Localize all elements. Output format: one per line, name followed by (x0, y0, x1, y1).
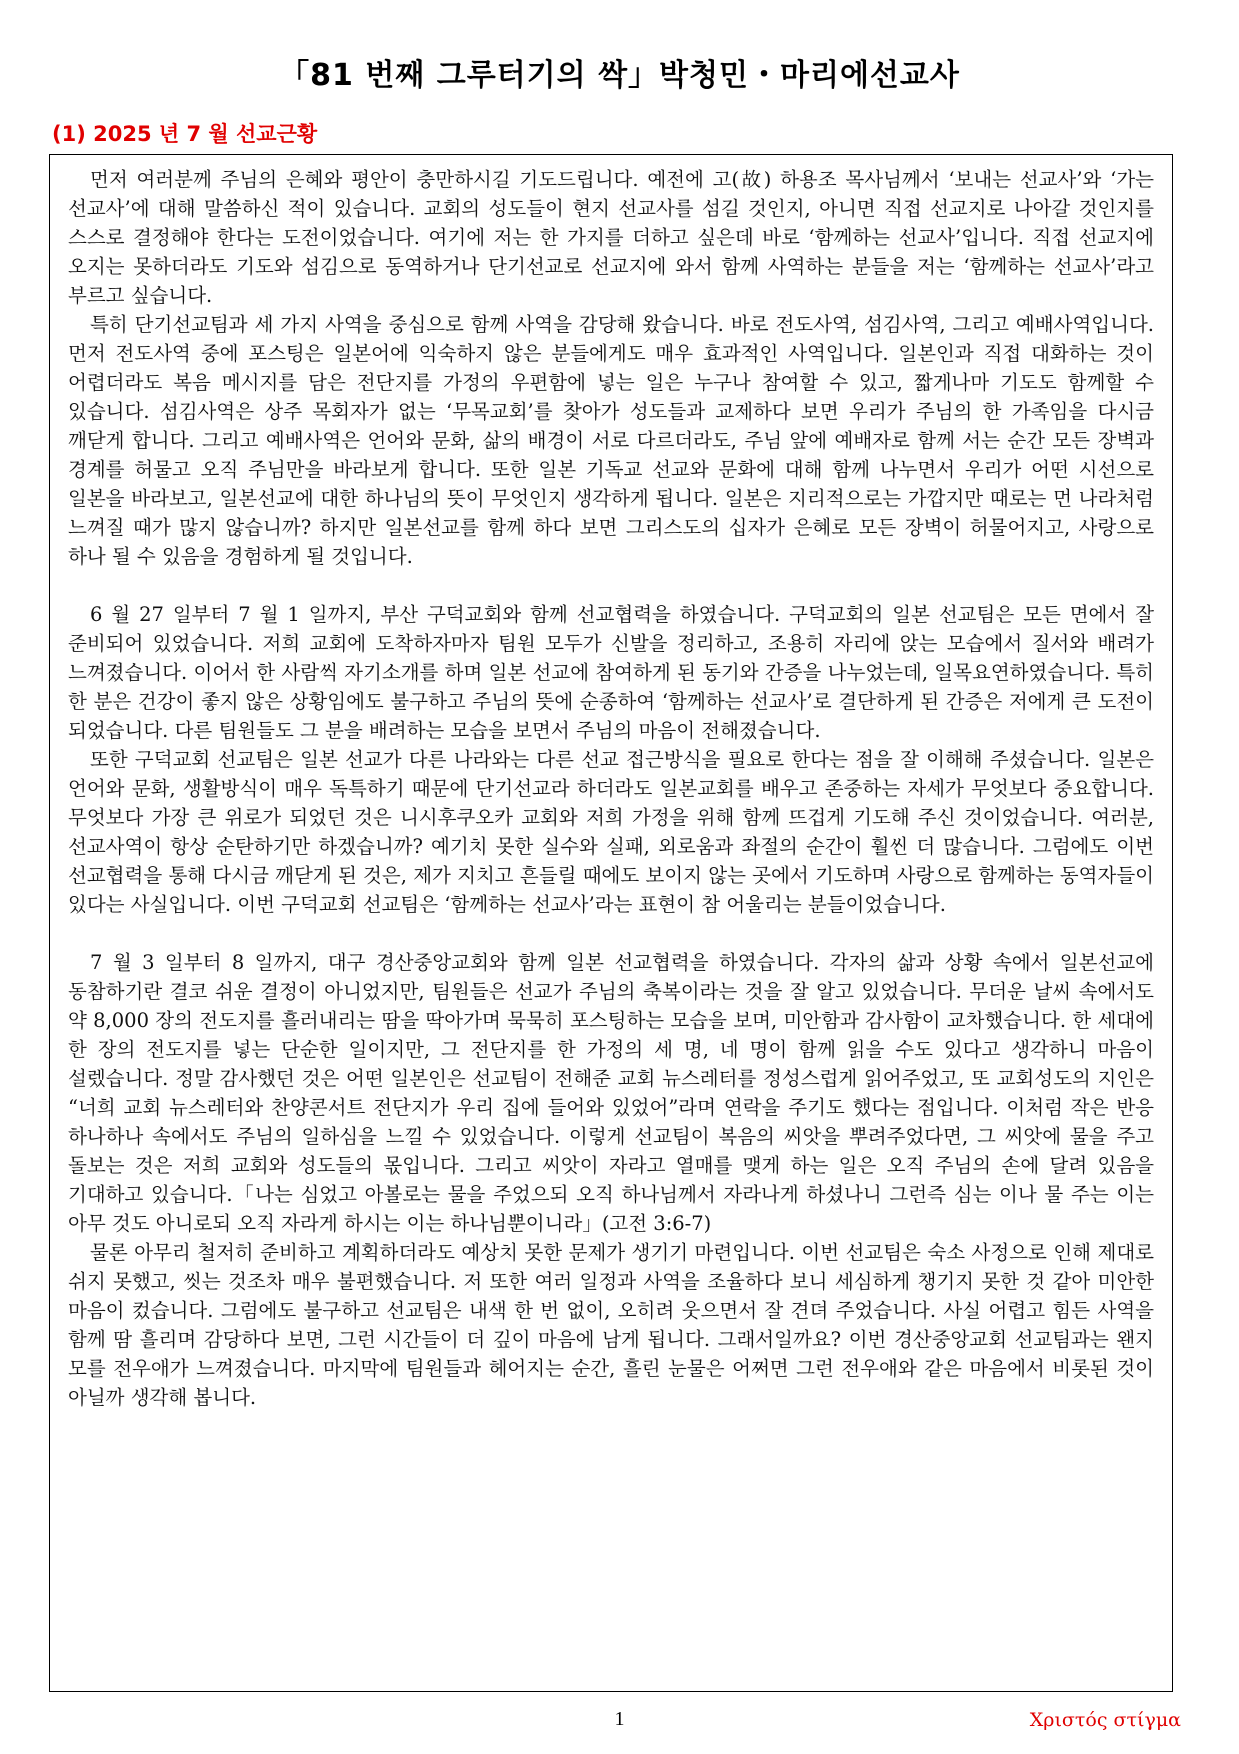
content-box (49, 154, 1173, 1692)
page-number: 1 (614, 1708, 625, 1730)
paragraph-gyeongsan-team: 물론 아무리 철저히 준비하고 계획하더라도 예상치 못한 문제가 생기기 마련입니다. 이번 선교팀은 숙소 사정으로 인해 제대로 쉬지 못했고, 씻는 것조차 매우 불편했습니다. 저 또한 여러 일정과 사역을 조율하다 보니 세심하게 챙기지 못한 것 같아 미안한 마음이 컸습니다. 그럼에도 불구하고 선교팀은 내색 한 번 없이, 오히려 웃으면서 잘 견뎌 주었습니다. 사실 어렵고 힘든 사역을 함께 땀 흘리며 감당하다 보면, 그런 시간들이 더 깊이 마음에 남게 됩니다. 그래서일까요? 이번 경산중앙교회 선교팀과는 왠지 모를 전우애가 느껴졌습니다. 마지막에 팀원들과 헤어지는 순간, 흘린 눈물은 어쩌면 그런 전우애와 같은 마음에서 비롯된 것이 아닐까 생각해 봅니다. (68, 1241, 1154, 1409)
paragraph-gudeok-visit: 6 월 27 일부터 7 월 1 일까지, 부산 구덕교회와 함께 선교협력을 하였습니다. 구덕교회의 일본 선교팀은 모든 면에서 잘 준비되어 있었습니다. 저희 교회에 도착하자마자 팀원 모두가 신발을 정리하고, 조용히 자리에 앉는 모습에서 질서와 배려가 느껴졌습니다. 이어서 한 사람씩 자기소개를 하며 일본 선교에 참여하게 된 동기와 간증을 나누었는데, 일목요연하였습니다. 특히 한 분은 건강이 좋지 않은 상황임에도 불구하고 주님의 뜻에 순종하여 ‘함께하는 선교사’로 결단하게 된 간증은 저에게 큰 도전이 되었습니다. 다른 팀원들도 그 분을 배려하는 모습을 보면서 주님의 마음이 전해졌습니다. (68, 603, 1154, 742)
paragraph-intro: 먼저 여러분께 주님의 은혜와 평안이 충만하시길 기도드립니다. 예전에 고(故) 하용조 목사님께서 ‘보내는 선교사’와 ‘가는 선교사’에 대해 말씀하신 적이 있습니다. 교회의 성도들이 현지 선교사를 섬길 것인지, 아니면 직접 선교지로 나아갈 것인지를 스스로 결정해야 한다는 도전이었습니다. 여기에 저는 한 가지를 더하고 싶은데 바로 ‘함께하는 선교사’입니다. 직접 선교지에 오지는 못하더라도 기도와 섬김으로 동역하거나 단기선교로 선교지에 와서 함께 사역하는 분들을 저는 ‘함께하는 선교사’라고 부르고 싶습니다. (68, 168, 1154, 307)
paragraph-ministries: 특히 단기선교팀과 세 가지 사역을 중심으로 함께 사역을 감당해 왔습니다. 바로 전도사역, 섬김사역, 그리고 예배사역입니다. 먼저 전도사역 중에 포스팅은 일본어에 익숙하지 않은 분들에게도 매우 효과적인 사역입니다. 일본인과 직접 대화하는 것이 어렵더라도 복음 메시지를 담은 전단지를 가정의 우편함에 넣는 일은 누구나 참여할 수 있고, 짧게나마 기도도 함께할 수 있습니다. 섬김사역은 상주 목회자가 없는 ‘무목교회’를 찾아가 성도들과 교제하다 보면 우리가 주님의 한 가족임을 다시금 깨닫게 합니다. 그리고 예배사역은 언어와 문화, 삶의 배경이 서로 다르더라도, 주님 앞에 예배자로 함께 서는 순간 모든 장벽과 경계를 허물고 오직 주님만을 바라보게 합니다. 또한 일본 기독교 선교와 문화에 대해 함께 나누면서 우리가 어떤 시선으로 일본을 바라보고, 일본선교에 대한 하나님의 뜻이 무엇인지 생각하게 됩니다. 일본은 지리적으로는 가깝지만 때로는 먼 나라처럼 느껴질 때가 많지 않습니까? 하지만 일본선교를 함께 하다 보면 그리스도의 십자가 은혜로 모든 장벽이 허물어지고, 사랑으로 하나 될 수 있음을 경험하게 될 것입니다. (68, 313, 1154, 568)
section-heading: (1) 2025 년 7 월 선교근황 (52, 122, 318, 146)
document-title: 「81 번째 그루터기의 싹」박청민・마리에선교사 (279, 58, 960, 93)
paragraph-gudeok-team: 또한 구덕교회 선교팀은 일본 선교가 다른 나라와는 다른 선교 접근방식을 필요로 한다는 점을 잘 이해해 주셨습니다. 일본은 언어와 문화, 생활방식이 매우 독특하기 때문에 단기선교라 하더라도 일본교회를 배우고 존중하는 자세가 무엇보다 중요합니다. 무엇보다 가장 큰 위로가 되었던 것은 니시후쿠오카 교회와 저희 가정을 위해 함께 뜨겁게 기도해 주신 것이었습니다. 여러분, 선교사역이 항상 순탄하기만 하겠습니까? 예기치 못한 실수와 실패, 외로움과 좌절의 순간이 훨씬 더 많습니다. 그럼에도 이번 선교협력을 통해 다시금 깨닫게 된 것은, 제가 지치고 흔들릴 때에도 보이지 않는 곳에서 기도하며 사랑으로 함께하는 동역자들이 있다는 사실입니다. 이번 구덕교회 선교팀은 ‘함께하는 선교사’라는 표현이 참 어울리는 분들이었습니다. (68, 748, 1154, 916)
footer-mark: Χριστός στίγμα (1029, 1709, 1181, 1731)
paragraph-gyeongsan-visit: 7 월 3 일부터 8 일까지, 대구 경산중앙교회와 함께 일본 선교협력을 하였습니다. 각자의 삶과 상황 속에서 일본선교에 동참하기란 결코 쉬운 결정이 아니었지만, 팀원들은 선교가 주님의 축복이라는 것을 잘 알고 있었습니다. 무더운 날씨 속에서도 약 8,000 장의 전도지를 흘러내리는 땀을 딱아가며 묵묵히 포스팅하는 모습을 보며, 미안함과 감사함이 교차했습니다. 한 세대에 한 장의 전도지를 넣는 단순한 일이지만, 그 전단지를 한 가정의 세 명, 네 명이 함께 읽을 수도 있다고 생각하니 마음이 설렜습니다. 정말 감사했던 것은 어떤 일본인은 선교팀이 전해준 교회 뉴스레터를 정성스럽게 읽어주었고, 또 교회성도의 지인은 “너희 교회 뉴스레터와 찬양콘서트 전단지가 우리 집에 들어와 있었어”라며 연락을 주기도 했다는 점입니다. 이처럼 작은 반응 하나하나 속에서도 주님의 일하심을 느낄 수 있었습니다. 이렇게 선교팀이 복음의 씨앗을 뿌려주었다면, 그 씨앗에 물을 주고 돌보는 것은 저희 교회와 성도들의 몫입니다. 그리고 씨앗이 자라고 열매를 맺게 하는 일은 오직 주님의 손에 달려 있음을 기대하고 있습니다.「나는 심었고 아볼로는 물을 주었으되 오직 하나님께서 자라나게 하셨나니 그런즉 심는 이나 물 주는 이는 아무 것도 아니로되 오직 자라게 하시는 이는 하나님뿐이니라」(고전 3:6-7) (68, 951, 1154, 1235)
